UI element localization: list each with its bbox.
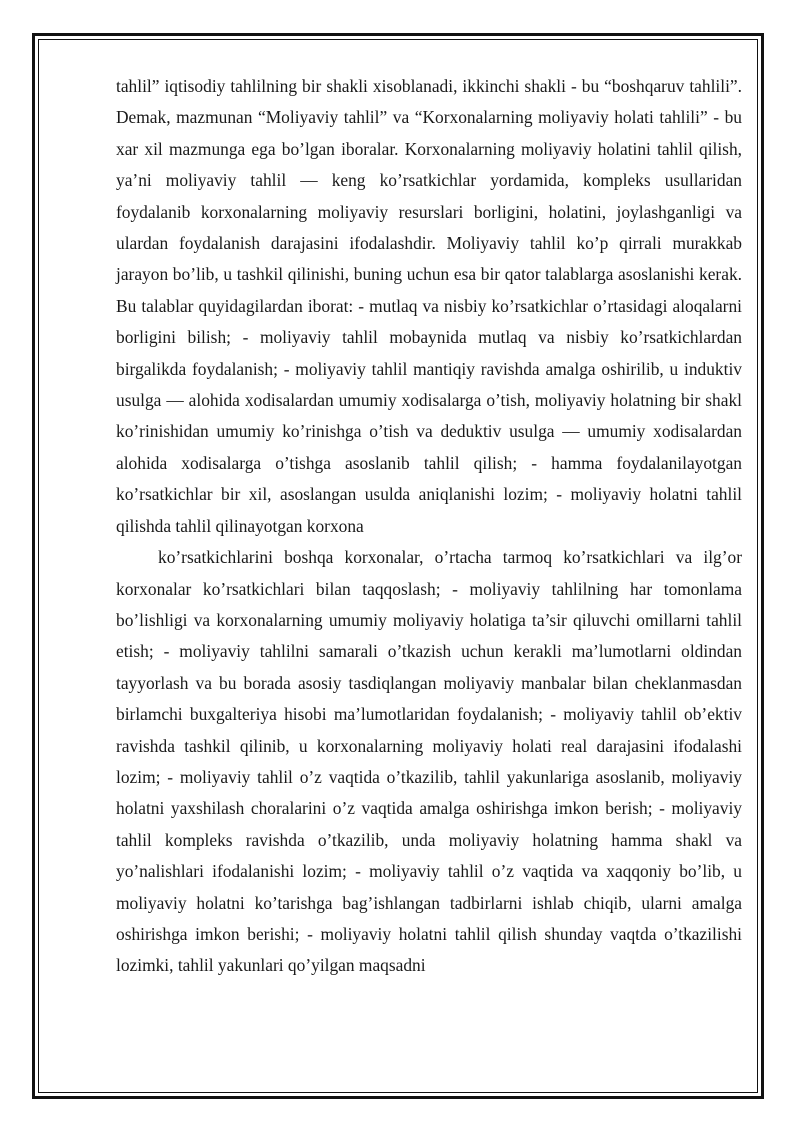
- paragraph: ko’rsatkichlarini boshqa korxonalar, o’rtacha tarmoq ko’rsatkichlari va ilg’or korxonalar ko’rsatkichlari bilan taqqoslash; - moliyaviy tahlilning har tomonlama bo’lishligi va korxonalarning umumiy moliyaviy holatiga ta’sir qiluvchi omillarni tahlil etish; - moliyaviy tahlilni samarali o’tkazish uchun kerakli ma’lumotlarni oldindan tayyorlash va bu borada asosiy tasdiqlangan moliyaviy manbalar bilan cheklanmasdan birlamchi buxgalteriya hisobi ma’lumotlaridan foydalanish; - moliyaviy tahlil ob’ektiv ravishda tashkil qilinib, u korxonalarning moliyaviy holati real darajasini ifodalashi lozim; - moliyaviy tahlil o’z vaqtida o’tkazilib, tahlil yakunlariga asoslanib, moliyaviy holatni yaxshilash choralarini o’z vaqtida amalga oshirishga imkon berish; - moliyaviy tahlil kompleks ravishda o’tkazilib, unda moliyaviy holatning hamma shakl va yo’nalishlari ifodalanishi lozim; - moliyaviy tahlil o’z vaqtida va xaqqoniy bo’lib, u moliyaviy holatni ko’tarishga bag’ishlangan tadbirlarni ishlab chiqib, ularni amalga oshirishga imkon berishi; - moliyaviy holatni tahlil qilish shunday vaqtda o’tkazilishi lozimki, tahlil yakunlari qo’yilgan maqsadni: [116, 547, 742, 976]
- document-body: [116, 71, 742, 982]
- paragraph: tahlil” iqtisodiy tahlilning bir shakli xisoblanadi, ikkinchi shakli - bu “boshqaruv tahlili”. Demak, mazmunan “Moliyaviy tahlil” va “Korxonalarning moliyaviy holati tahlili” - bu xar xil mazmunga ega bo’lgan iboralar. Korxonalarning moliyaviy holatini tahlil qilish, ya’ni moliyaviy tahlil — keng ko’rsatkichlar yordamida, kompleks usullaridan foydalanib korxonalarning moliyaviy resurslari borligini, holatini, joylashganligi va ulardan foydalanish darajasini ifodalashdir. Moliyaviy tahlil ko’p qirrali murakkab jarayon bo’lib, u tashkil qilinishi, buning uchun esa bir qator talablarga asoslanishi kerak. Bu talablar quyidagilardan iborat: - mutlaq va nisbiy ko’rsatkichlar o’rtasidagi aloqalarni borligini bilish; - moliyaviy tahlil mobaynida mutlaq va nisbiy ko’rsatkichlardan birgalikda foydalanish; - moliyaviy tahlil mantiqiy ravishda amalga oshirilib, u induktiv usulga — alohida xodisalardan umumiy xodisalarga o’tish, moliyaviy holatning bir shakl ko’rinishidan umumiy ko’rinishga o’tish va deduktiv usulga — umumiy xodisalardan alohida xodisalarga o’tishga asoslanib tahlil qilish; - hamma foydalanilayotgan ko’rsatkichlar bir xil, asoslangan usulda aniqlanishi lozim; - moliyaviy holatni tahlil qilishda tahlil qilinayotgan korxona: [116, 76, 742, 536]
